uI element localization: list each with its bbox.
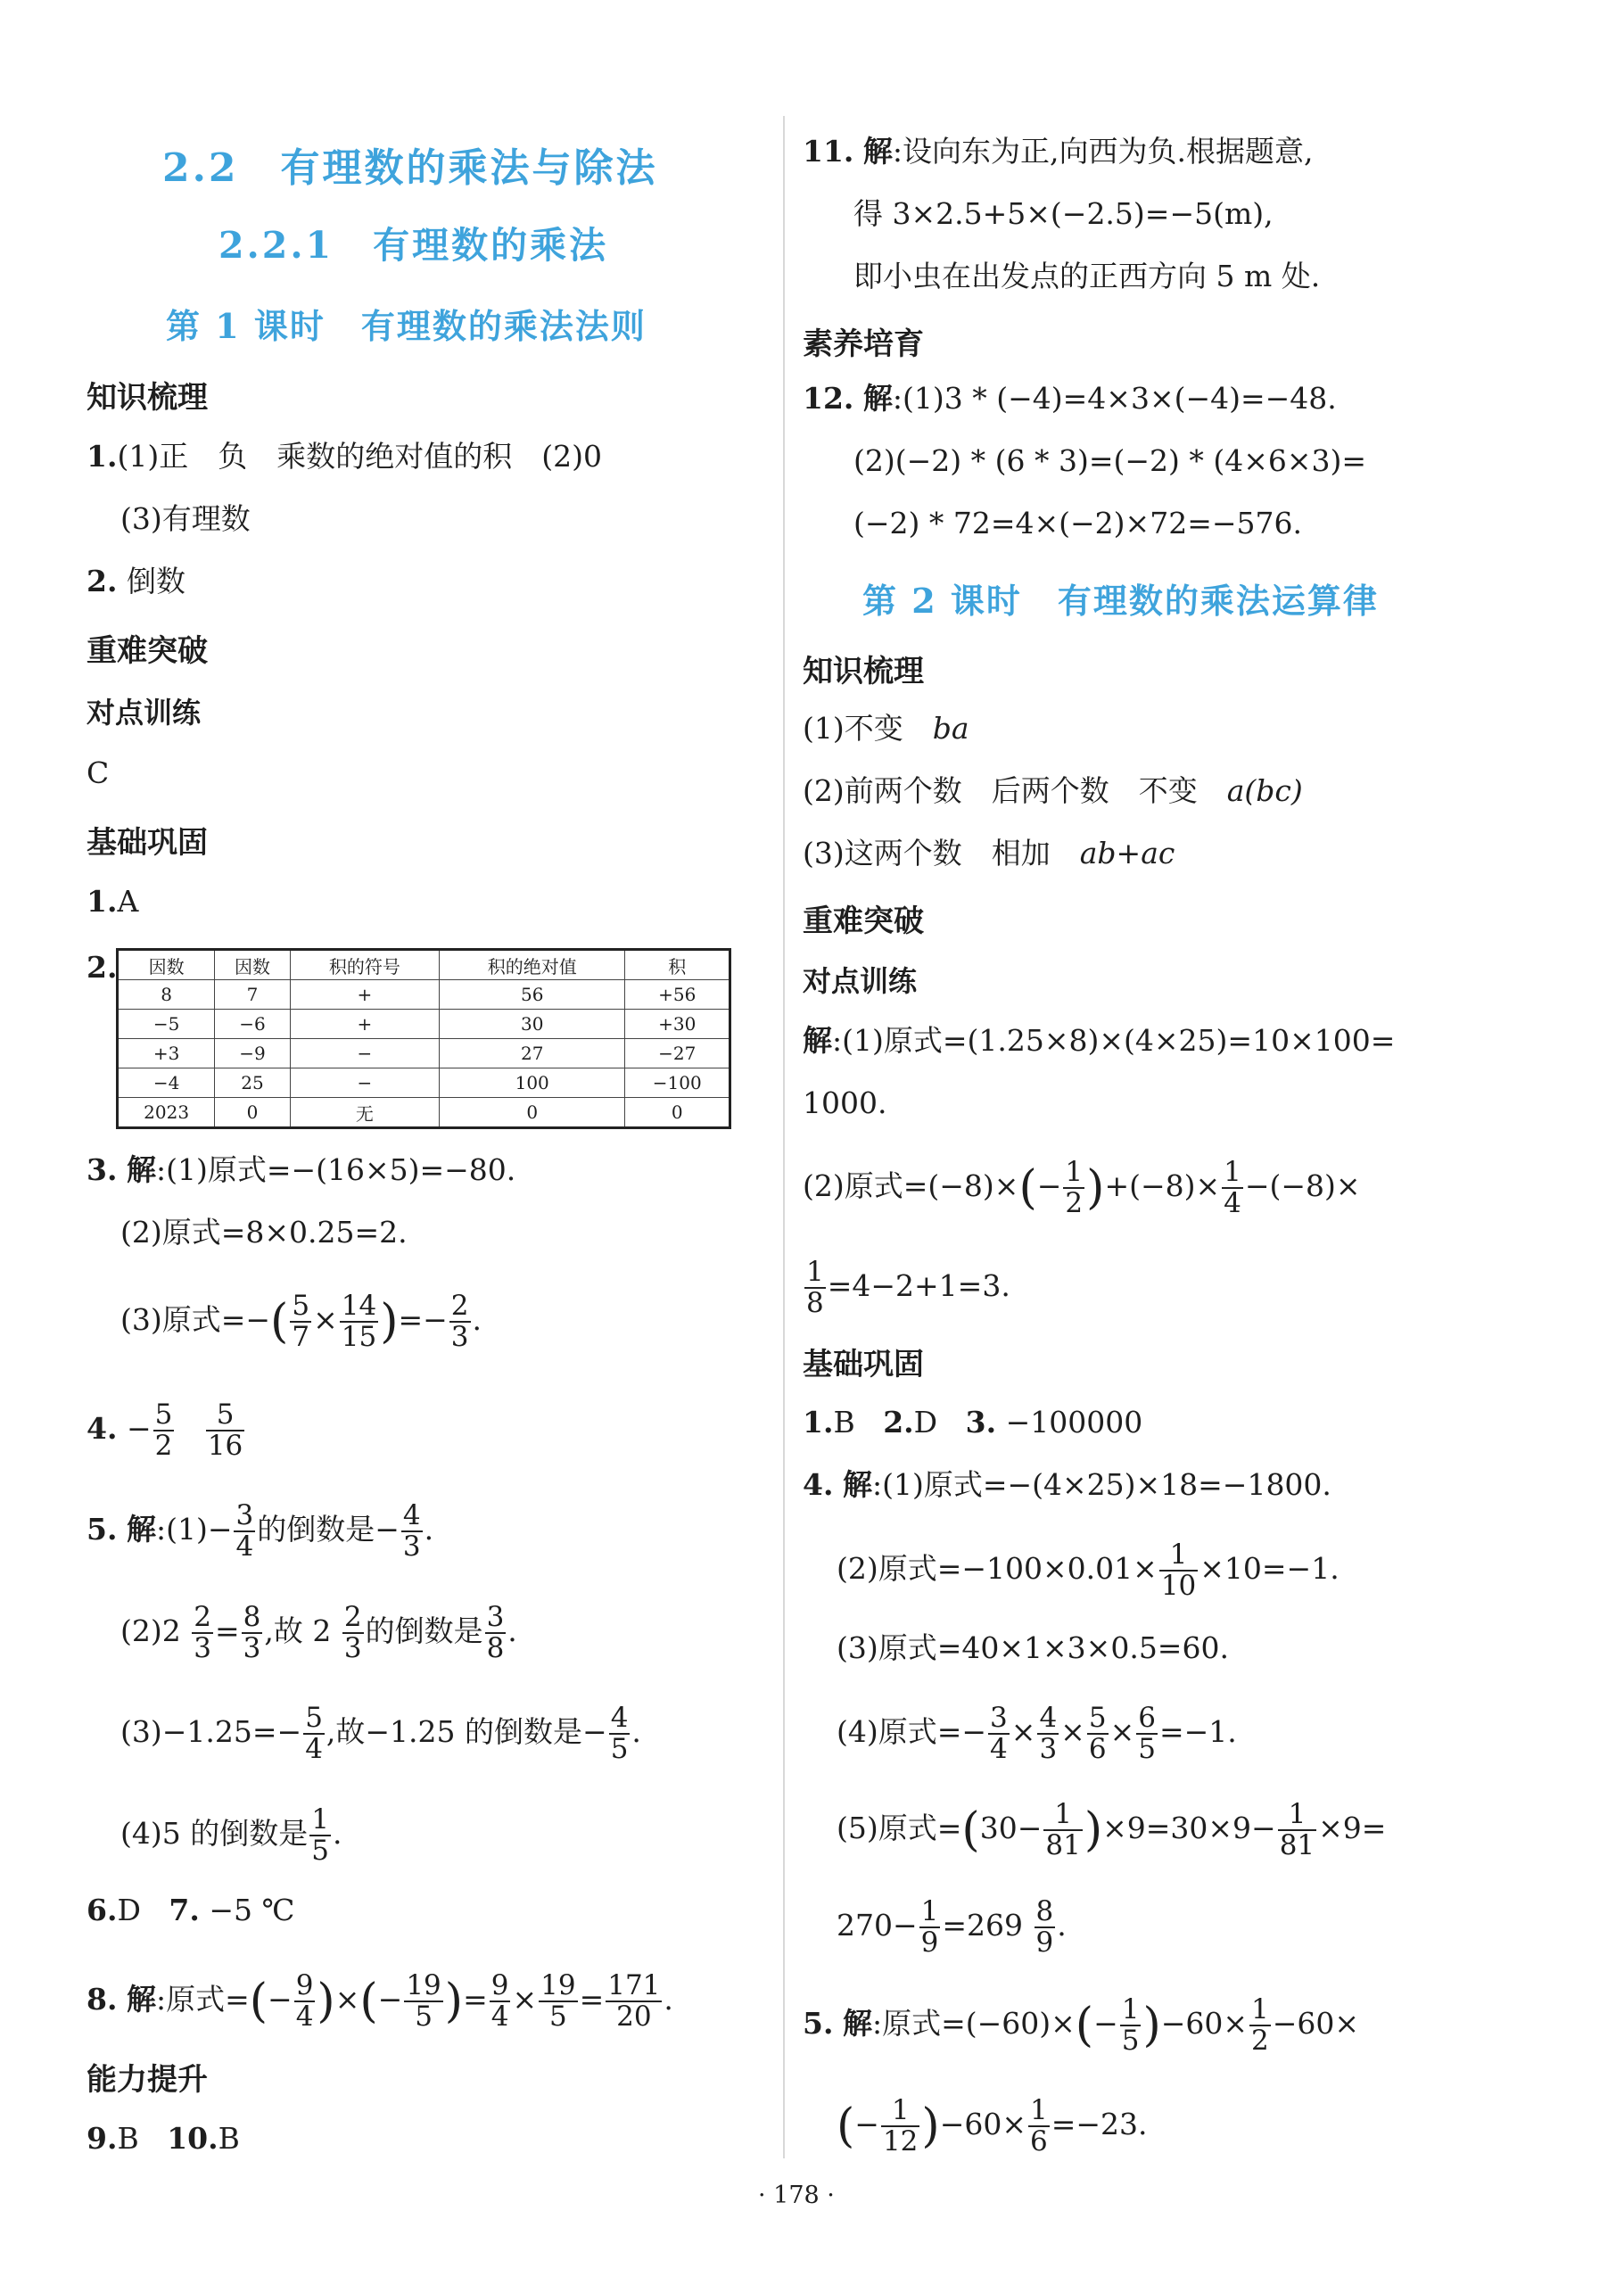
target-answer: C bbox=[87, 755, 110, 790]
fraction: $\frac{19}{5}$ bbox=[540, 1969, 576, 2033]
lesson1-title: 第 1 课时 有理数的乘法法则 bbox=[166, 306, 647, 346]
lesson2-title: 第 2 课时 有理数的乘法运算律 bbox=[862, 581, 1379, 621]
fraction: $\frac{6}{5}$ bbox=[1138, 1702, 1156, 1765]
r12-line-b: (2)(−2) * (6 * 3)=(−2) * (4×6×3)= bbox=[853, 443, 1367, 478]
table-cell: −9 bbox=[215, 1039, 291, 1068]
fraction: $\frac{9}{4}$ bbox=[295, 1969, 314, 2033]
q4-line-d: (4)原式=− $\frac{3}{4}$ × $\frac{4}{3}$ × $\frac{5}{6}$ × $\frac{6}{5}$ =−1. bbox=[837, 1702, 1237, 1765]
fraction: $\frac{3}{8}$ bbox=[486, 1601, 505, 1664]
fraction: $\frac{1}{10}$ bbox=[1160, 1539, 1197, 1602]
t2-line-b: $\frac{1}{8}$ =4−2+1=3. bbox=[806, 1256, 1010, 1319]
table-cell: 30 bbox=[439, 1010, 624, 1039]
section-title: 2.2.1 有理数的乘法 bbox=[218, 224, 609, 267]
heading-target-training: 对点训练 bbox=[87, 696, 202, 730]
fraction: $\frac{5}{4}$ bbox=[305, 1702, 323, 1765]
k3-line: (3)这两个数 相加 ab+ac bbox=[803, 836, 1175, 870]
sign-table bbox=[116, 948, 731, 1129]
b5-line-d: (4)5 的倒数是 $\frac{1}{5}$ . bbox=[120, 1803, 342, 1867]
b4-line: 4. − $\frac{5}{2}$ $\frac{5}{16}$ bbox=[87, 1398, 243, 1462]
table-header-row bbox=[118, 950, 730, 980]
fraction: $\frac{4}{3}$ bbox=[402, 1499, 421, 1563]
r11-line-c: 即小虫在出发点的正西方向 5 m 处. bbox=[853, 259, 1321, 293]
table-cell: + bbox=[290, 1010, 439, 1039]
table-row bbox=[118, 1010, 730, 1039]
table-cell: 7 bbox=[215, 980, 291, 1010]
b5-line-c: (3)−1.25=− $\frac{5}{4}$ ,故−1.25 的倒数是− $\frac{4}{5}$ . bbox=[120, 1702, 641, 1765]
fraction: $\frac{3}{4}$ bbox=[235, 1499, 254, 1563]
fraction: $\frac{1}{9}$ bbox=[920, 1895, 939, 1959]
b1-line: 1.A bbox=[87, 884, 139, 919]
heading-ability: 能力提升 bbox=[87, 2062, 208, 2098]
fraction: $\frac{4}{3}$ bbox=[1039, 1702, 1058, 1765]
heading-basic-2: 基础巩固 bbox=[803, 1347, 924, 1382]
table-cell: 8 bbox=[118, 980, 215, 1010]
k1-line: (1)不变 ba bbox=[803, 711, 969, 746]
table-header: 因数 bbox=[118, 950, 215, 980]
table-cell: −100 bbox=[625, 1068, 730, 1098]
table-header: 积的绝对值 bbox=[439, 950, 624, 980]
table-cell: − bbox=[290, 1039, 439, 1068]
fraction: $\frac{9}{4}$ bbox=[490, 1969, 509, 2033]
b3-line-b: (2)原式=8×0.25=2. bbox=[120, 1215, 408, 1250]
heading-difficult: 重难突破 bbox=[87, 633, 208, 669]
heading-literacy: 素养培育 bbox=[803, 326, 924, 362]
q4-line-f: 270− $\frac{1}{9}$ =269 $\frac{8}{9}$ . bbox=[837, 1895, 1067, 1959]
fraction: $\frac{1}{6}$ bbox=[1030, 2094, 1048, 2157]
table-cell: −27 bbox=[625, 1039, 730, 1068]
table-header: 因数 bbox=[215, 950, 291, 980]
r12-line-c: (−2) * 72=4×(−2)×72=−576. bbox=[853, 506, 1302, 540]
table-cell: −5 bbox=[118, 1010, 215, 1039]
b5-line-b: (2)2 $\frac{2}{3}$ = $\frac{8}{3}$ ,故 2 $\frac{2}{3}$ 的倒数是 $\frac{3}{8}$ . bbox=[120, 1601, 517, 1664]
heading-difficult-2: 重难突破 bbox=[803, 903, 924, 939]
table-cell: 0 bbox=[215, 1098, 291, 1128]
fraction: $\frac{4}{5}$ bbox=[610, 1702, 629, 1765]
b3-line-c: (3)原式=−( $\frac{5}{7}$ × $\frac{14}{15}$ )=− $\frac{2}{3}$ . bbox=[120, 1290, 482, 1353]
table-cell: 0 bbox=[625, 1098, 730, 1128]
t2-line-a: (2)原式=(−8)×(− $\frac{1}{2}$ )+(−8)× $\frac{1}{4}$ −(−8)× bbox=[803, 1156, 1361, 1219]
b9-b10-line: 9.B 10.B bbox=[87, 2121, 240, 2156]
table-header: 积 bbox=[625, 950, 730, 980]
fraction: $\frac{171}{20}$ bbox=[607, 1969, 661, 2033]
fraction: $\frac{19}{5}$ bbox=[406, 1969, 441, 2033]
b3-line-a: 3. 解:(1)原式=−(16×5)=−80. bbox=[87, 1152, 516, 1187]
fraction: $\frac{5}{7}$ bbox=[292, 1290, 310, 1353]
fraction: $\frac{2}{3}$ bbox=[450, 1290, 469, 1353]
fraction: $\frac{1}{81}$ bbox=[1045, 1798, 1081, 1861]
fraction: $\frac{1}{2}$ bbox=[1065, 1156, 1084, 1219]
page-number: · 178 · bbox=[758, 2182, 835, 2209]
table-header: 积的符号 bbox=[290, 950, 439, 980]
heading-target-training-2: 对点训练 bbox=[803, 964, 918, 998]
table-cell: − bbox=[290, 1068, 439, 1098]
fraction: $\frac{1}{81}$ bbox=[1279, 1798, 1315, 1861]
table-row bbox=[118, 1039, 730, 1068]
q4-line-e: (5)原式=(30− $\frac{1}{81}$ )×9=30×9− $\frac{1}{81}$ ×9= bbox=[837, 1798, 1387, 1861]
heading-knowledge: 知识梳理 bbox=[87, 380, 208, 416]
fraction: $\frac{8}{3}$ bbox=[243, 1601, 261, 1664]
fraction: $\frac{8}{9}$ bbox=[1035, 1895, 1054, 1959]
fraction: $\frac{3}{4}$ bbox=[990, 1702, 1008, 1765]
r11-line-b: 得 3×2.5+5×(−2.5)=−5(m), bbox=[853, 196, 1274, 231]
q5-line-a: 5. 解:原式=(−60)×(− $\frac{1}{5}$ )−60× $\frac{1}{2}$ −60× bbox=[803, 1993, 1360, 2057]
t1-line-b: 1000. bbox=[803, 1085, 887, 1120]
k1-line-b: (3)有理数 bbox=[120, 501, 251, 536]
b6-b7-line: 6.D 7. −5 ℃ bbox=[87, 1893, 295, 1927]
fraction: $\frac{1}{12}$ bbox=[882, 2094, 919, 2157]
r12-line-a: 12. 解:(1)3 * (−4)=4×3×(−4)=−48. bbox=[803, 381, 1337, 416]
fraction: $\frac{14}{15}$ bbox=[341, 1290, 377, 1353]
fraction: $\frac{5}{6}$ bbox=[1088, 1702, 1107, 1765]
fraction: $\frac{2}{3}$ bbox=[194, 1601, 211, 1664]
fraction: $\frac{1}{5}$ bbox=[1121, 1993, 1140, 2057]
table-cell: +3 bbox=[118, 1039, 215, 1068]
b5-line-a: 5. 解:(1)− $\frac{3}{4}$ 的倒数是− $\frac{4}{3}$ . bbox=[87, 1499, 434, 1563]
table-row bbox=[118, 1068, 730, 1098]
table-row bbox=[118, 980, 730, 1010]
k2-line: (2)前两个数 后两个数 不变 a(bc) bbox=[803, 773, 1303, 808]
table-cell: −4 bbox=[118, 1068, 215, 1098]
heading-knowledge-2: 知识梳理 bbox=[803, 654, 924, 689]
fraction: $\frac{1}{2}$ bbox=[1251, 1993, 1269, 2057]
b8-line: 8. 解:原式=(− $\frac{9}{4}$ )×(− $\frac{19}{5}$ )= $\frac{9}{4}$ × $\frac{19}{5}$ = $\frac{171}{20}$ . bbox=[87, 1969, 673, 2033]
table-cell: 25 bbox=[215, 1068, 291, 1098]
table-cell: +30 bbox=[625, 1010, 730, 1039]
table-cell: +56 bbox=[625, 980, 730, 1010]
column-divider bbox=[783, 116, 785, 2158]
table-cell: −6 bbox=[215, 1010, 291, 1039]
table-cell: 0 bbox=[439, 1098, 624, 1128]
q4-line-a: 4. 解:(1)原式=−(4×25)×18=−1800. bbox=[803, 1467, 1331, 1502]
fraction: $\frac{1}{8}$ bbox=[806, 1256, 824, 1319]
fraction: $\frac{1}{4}$ bbox=[1224, 1156, 1241, 1219]
table-cell: 2023 bbox=[118, 1098, 215, 1128]
k2-line: 2. 倒数 bbox=[87, 564, 185, 598]
table-cell: 56 bbox=[439, 980, 624, 1010]
table-row bbox=[118, 1098, 730, 1128]
b2-number: 2. bbox=[87, 950, 118, 985]
t1-line-a: 解:(1)原式=(1.25×8)×(4×25)=10×100= bbox=[803, 1023, 1396, 1058]
r11-line-a: 11. 解:设向东为正,向西为负.根据题意, bbox=[803, 134, 1314, 169]
table-cell: + bbox=[290, 980, 439, 1010]
fraction: $\frac{2}{3}$ bbox=[343, 1601, 362, 1664]
fraction: $\frac{1}{5}$ bbox=[311, 1803, 329, 1867]
q5-line-b: (− $\frac{1}{12}$ )−60× $\frac{1}{6}$ =−23. bbox=[837, 2094, 1148, 2157]
q4-line-c: (3)原式=40×1×3×0.5=60. bbox=[837, 1630, 1229, 1665]
k1-line-a: 1.(1)正 负 乘数的绝对值的积 (2)0 bbox=[87, 439, 602, 474]
q1-q3-line: 1.B 2.D 3. −100000 bbox=[803, 1405, 1143, 1440]
heading-basic: 基础巩固 bbox=[87, 825, 208, 861]
table-cell: 无 bbox=[290, 1098, 439, 1128]
fraction: $\frac{5}{2}$ bbox=[154, 1398, 173, 1462]
fraction: $\frac{5}{16}$ bbox=[207, 1398, 243, 1462]
table-cell: 100 bbox=[439, 1068, 624, 1098]
chapter-title: 2.2 有理数的乘法与除法 bbox=[162, 145, 658, 191]
q4-line-b: (2)原式=−100×0.01× $\frac{1}{10}$ ×10=−1. bbox=[837, 1539, 1340, 1602]
table-cell: 27 bbox=[439, 1039, 624, 1068]
